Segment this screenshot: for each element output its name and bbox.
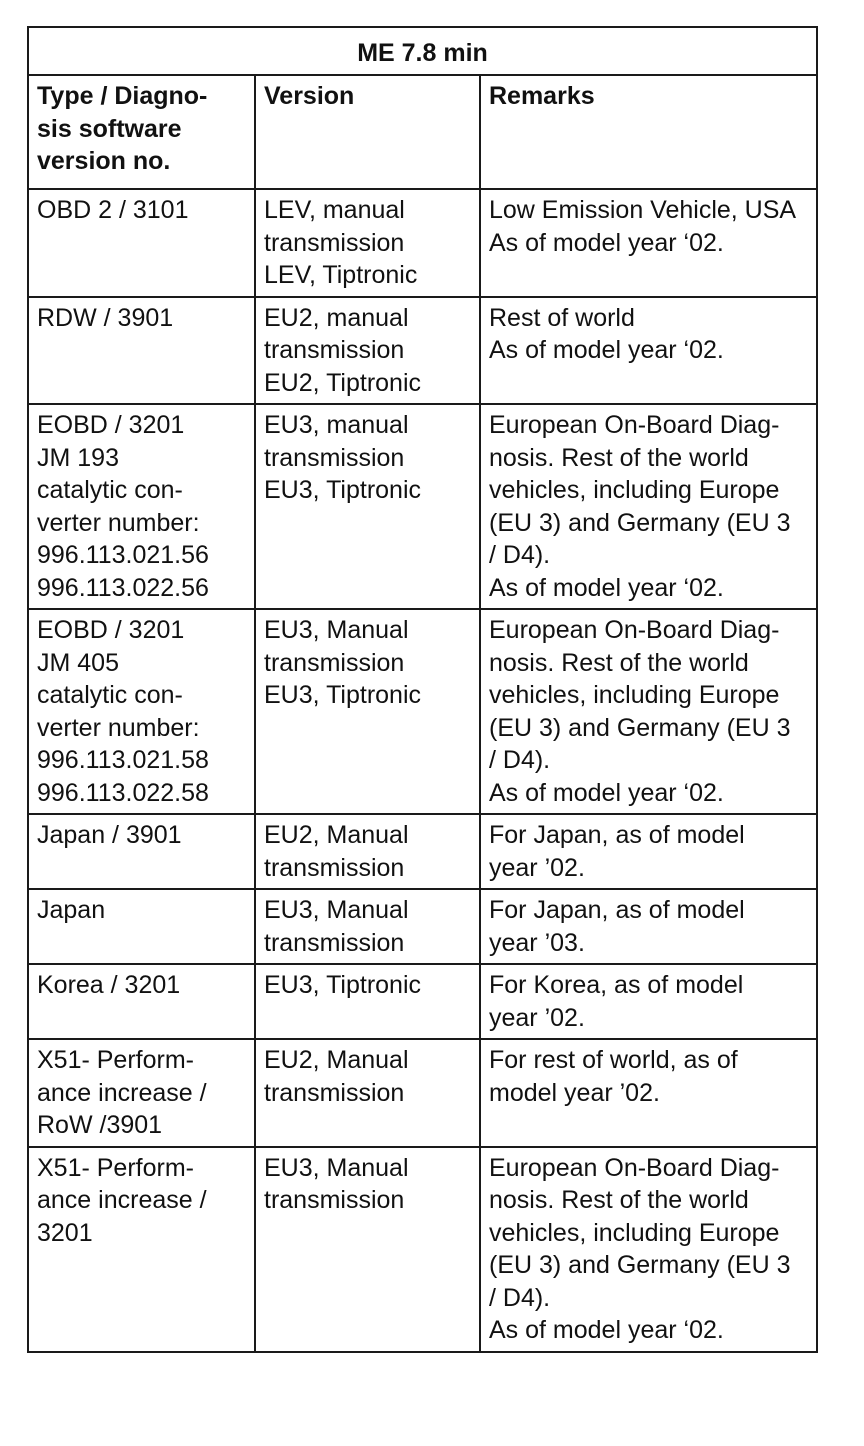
remarks-cell-line: (EU 3) and Germany (EU 3 [489, 1251, 791, 1279]
remarks-cell-line: For Japan, as of model [489, 821, 745, 849]
remarks-cell [480, 1039, 817, 1147]
version-cell-line: transmission [264, 443, 405, 472]
version-cell-line: transmission [264, 1078, 405, 1107]
remarks-cell-line: European On-Board Diag- [489, 411, 780, 439]
header-version-line: Version [264, 82, 355, 110]
type-cell-line: JM 405 [37, 648, 119, 677]
type-cell-line: verter number: [37, 508, 200, 537]
version-cell [255, 1039, 480, 1147]
remarks-cell-line: (EU 3) and Germany (EU 3 [489, 508, 791, 537]
remarks-cell [480, 964, 817, 1039]
remarks-cell [480, 297, 817, 405]
version-cell-line: EU3, Tiptronic [264, 681, 422, 709]
header-type-line: Type / Diagno- [37, 82, 208, 110]
remarks-cell [480, 889, 817, 964]
version-cell-line: EU3, Tiptronic [264, 971, 422, 999]
version-cell-line: transmission [264, 853, 405, 882]
type-cell-line: X51- Perform- [37, 1153, 194, 1182]
type-cell-line: 996.113.021.58 [37, 746, 209, 774]
header-type [28, 75, 255, 189]
remarks-cell-line: As of model year ‘02. [489, 336, 724, 364]
remarks-cell-line: As of model year ‘02. [489, 1316, 724, 1344]
version-cell-line: EU3, Tiptronic [264, 476, 422, 504]
table-row [28, 1147, 817, 1352]
type-cell [28, 404, 255, 609]
header-remarks [480, 75, 817, 189]
remarks-cell-line: / D4). [489, 1283, 551, 1312]
version-cell-line: EU3, Manual [264, 896, 409, 924]
version-cell-line: LEV, Tiptronic [264, 261, 418, 289]
version-cell-line: transmission [264, 336, 405, 364]
remarks-cell-line: European On-Board Diag- [489, 616, 780, 644]
remarks-cell-line: For rest of world, as of [489, 1046, 738, 1074]
version-cell-line: EU3, Manual [264, 616, 409, 644]
remarks-cell-line: / D4). [489, 541, 551, 569]
version-cell [255, 814, 480, 889]
table-title: ME 7.8 min [28, 27, 817, 75]
table-row [28, 189, 817, 297]
version-cell-line: EU3, Manual [264, 1153, 409, 1182]
version-cell [255, 297, 480, 405]
version-cell-line: EU2, manual [264, 303, 409, 332]
remarks-cell-line: vehicles, including Europe [489, 681, 780, 709]
remarks-cell [480, 404, 817, 609]
version-cell [255, 964, 480, 1039]
type-cell-line: RDW / 3901 [37, 303, 174, 332]
type-cell-line: verter number: [37, 713, 200, 742]
table-row [28, 964, 817, 1039]
type-cell-line: ance increase / [37, 1078, 207, 1107]
type-cell [28, 297, 255, 405]
table-header-row [28, 75, 817, 189]
version-cell-line: transmission [264, 228, 405, 257]
table-row [28, 609, 817, 814]
table-row [28, 404, 817, 609]
ecu-version-table [27, 26, 818, 1353]
version-cell [255, 609, 480, 814]
type-cell-line: 3201 [37, 1218, 93, 1247]
version-cell-line: transmission [264, 928, 405, 957]
type-cell [28, 814, 255, 889]
remarks-cell-line: nosis. Rest of the world [489, 648, 749, 677]
type-cell-line: ance increase / [37, 1186, 207, 1214]
remarks-cell-line: (EU 3) and Germany (EU 3 [489, 713, 791, 742]
type-cell-line: catalytic con- [37, 476, 183, 504]
type-cell [28, 964, 255, 1039]
type-cell [28, 1147, 255, 1352]
remarks-cell-line: European On-Board Diag- [489, 1153, 780, 1182]
type-cell-line: 996.113.021.56 [37, 541, 209, 569]
table-row [28, 889, 817, 964]
version-cell-line: EU3, manual [264, 411, 409, 439]
type-cell-line: EOBD / 3201 [37, 616, 185, 644]
type-cell [28, 889, 255, 964]
version-cell-line: transmission [264, 648, 405, 677]
type-cell-line: Japan [37, 896, 106, 924]
version-cell-line: EU2, Manual [264, 1046, 409, 1074]
table-body [28, 189, 817, 1352]
version-cell-line: transmission [264, 1186, 405, 1214]
header-version [255, 75, 480, 189]
remarks-cell [480, 189, 817, 297]
remarks-cell [480, 609, 817, 814]
type-cell-line: 996.113.022.58 [37, 778, 209, 807]
remarks-cell-line: vehicles, including Europe [489, 476, 780, 504]
type-cell [28, 189, 255, 297]
type-cell-line: JM 193 [37, 443, 119, 472]
header-remarks-line: Remarks [489, 82, 595, 110]
version-cell-line: LEV, manual [264, 196, 405, 224]
remarks-cell-line: For Korea, as of model [489, 971, 744, 999]
version-cell [255, 404, 480, 609]
version-cell [255, 1147, 480, 1352]
type-cell [28, 609, 255, 814]
remarks-cell [480, 814, 817, 889]
remarks-cell-line: As of model year ‘02. [489, 778, 724, 807]
type-cell-line: catalytic con- [37, 681, 183, 709]
remarks-cell-line: year ’02. [489, 1003, 585, 1032]
type-cell [28, 1039, 255, 1147]
type-cell-line: X51- Perform- [37, 1046, 194, 1074]
version-cell [255, 189, 480, 297]
version-cell [255, 889, 480, 964]
remarks-cell-line: As of model year ‘02. [489, 228, 724, 257]
remarks-cell-line: year ’02. [489, 853, 585, 882]
remarks-cell-line: Rest of world [489, 303, 635, 332]
remarks-cell-line: model year ’02. [489, 1078, 660, 1107]
table-title-row [28, 27, 817, 75]
type-cell-line: RoW /3901 [37, 1111, 163, 1139]
remarks-cell-line: year ’03. [489, 928, 585, 957]
remarks-cell-line: nosis. Rest of the world [489, 443, 749, 472]
table-row [28, 814, 817, 889]
header-type-line: version no. [37, 147, 171, 175]
type-cell-line: Korea / 3201 [37, 971, 181, 999]
header-type-line: sis software [37, 114, 182, 143]
remarks-cell-line: / D4). [489, 746, 551, 774]
version-cell-line: EU2, Manual [264, 821, 409, 849]
type-cell-line: EOBD / 3201 [37, 411, 185, 439]
type-cell-line: OBD 2 / 3101 [37, 196, 189, 224]
remarks-cell [480, 1147, 817, 1352]
remarks-cell-line: Low Emission Vehicle, USA [489, 196, 797, 224]
table-row [28, 1039, 817, 1147]
type-cell-line: 996.113.022.56 [37, 573, 209, 602]
version-cell-line: EU2, Tiptronic [264, 368, 422, 397]
remarks-cell-line: vehicles, including Europe [489, 1218, 780, 1247]
table-row [28, 297, 817, 405]
remarks-cell-line: nosis. Rest of the world [489, 1186, 749, 1214]
type-cell-line: Japan / 3901 [37, 821, 182, 849]
remarks-cell-line: For Japan, as of model [489, 896, 745, 924]
remarks-cell-line: As of model year ‘02. [489, 573, 724, 602]
